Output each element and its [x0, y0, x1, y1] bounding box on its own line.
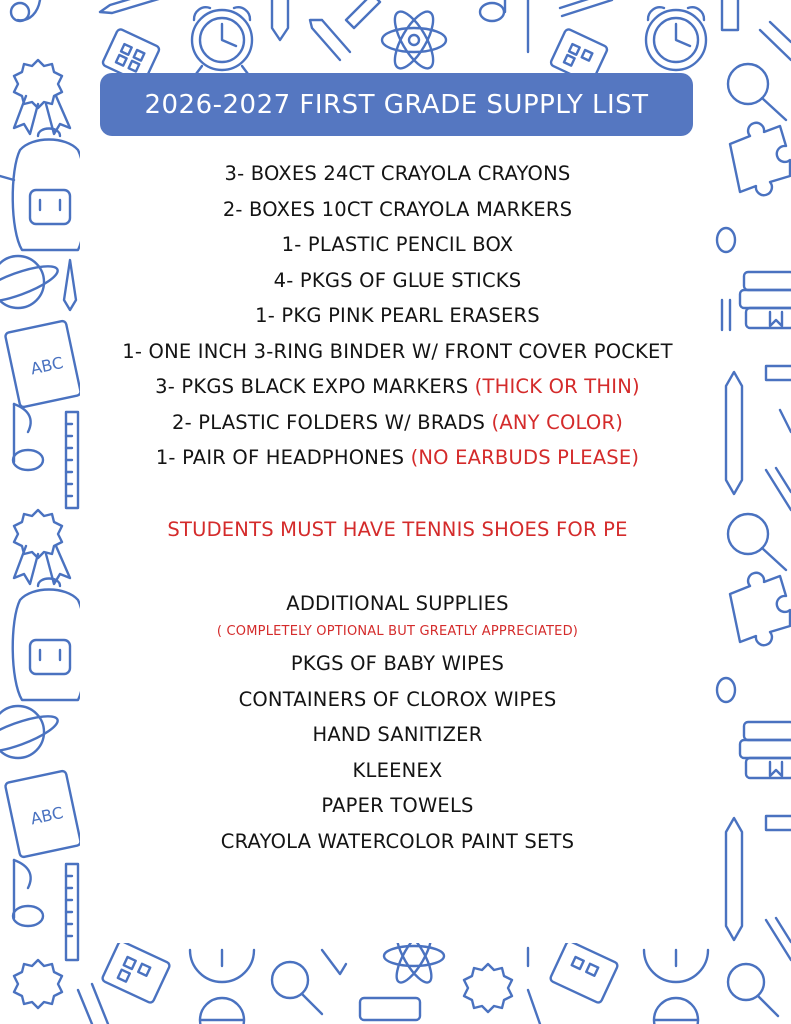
magnifier-icon	[272, 962, 322, 1014]
alarm-clock-icon	[192, 7, 252, 74]
award-ribbon-icon	[464, 964, 512, 1012]
list-item: CONTAINERS OF CLOROX WIPES	[238, 687, 557, 711]
ruler-icon	[766, 816, 791, 830]
item-text: 1- PLASTIC PENCIL BOX	[281, 233, 514, 256]
notice-text: STUDENTS MUST HAVE TENNIS SHOES FOR PE	[167, 517, 628, 541]
alarm-clock-icon	[646, 7, 706, 70]
atom-icon	[382, 6, 446, 73]
item-text: 1- ONE INCH 3-RING BINDER W/ FRONT COVER POCKET	[122, 339, 673, 363]
item-note: (NO EARBUDS PLEASE)	[410, 446, 640, 469]
pencil-icon	[560, 0, 612, 16]
ruler-icon	[66, 412, 78, 508]
item-text: 1- PAIR OF HEADPHONES	[155, 446, 411, 469]
svg-text:ABC: ABC	[28, 803, 65, 829]
list-item	[80, 369, 715, 405]
music-note-icon	[11, 0, 40, 21]
pencil-icon	[272, 0, 350, 60]
ruler-icon	[78, 984, 108, 1024]
ruler-icon	[766, 410, 791, 510]
additional-subheading: ( COMPLETELY OPTIONAL BUT GREATLY APPRECIATED)	[216, 624, 579, 639]
item-text: 3- BOXES 24CT CRAYOLA CRAYONS	[224, 162, 571, 185]
music-note-icon	[13, 860, 43, 926]
planet-icon	[0, 706, 61, 759]
list-item	[80, 405, 715, 441]
list-item: PKGS OF BABY WIPES	[290, 652, 505, 675]
globe-icon	[654, 998, 698, 1024]
spacer	[80, 476, 715, 512]
list-item	[80, 156, 715, 192]
ruler-icon	[528, 948, 540, 1024]
planet-icon	[0, 256, 61, 309]
ruler-icon	[766, 918, 791, 960]
music-note-icon	[480, 0, 528, 52]
pencil-icon	[360, 998, 420, 1020]
pencil-icon	[726, 818, 742, 940]
list-item: PAPER TOWELS	[321, 794, 474, 817]
pencil-icon	[64, 260, 76, 310]
backpack-icon	[13, 579, 86, 701]
item-text: 2- PLASTIC FOLDERS W/ BRADS	[172, 410, 492, 434]
item-text: 4- PKGS OF GLUE STICKS	[273, 268, 522, 292]
item-text: 3- PKGS BLACK EXPO MARKERS	[155, 375, 475, 398]
ring-icon	[717, 678, 735, 702]
music-note-icon	[13, 404, 43, 470]
magnifier-icon	[728, 514, 786, 570]
pencil-icon	[100, 0, 162, 13]
page-title: 2026-2027 FIRST GRADE SUPPLY LIST	[100, 73, 693, 136]
list-item	[80, 227, 715, 263]
list-item	[80, 263, 715, 299]
award-ribbon-icon	[14, 510, 70, 584]
item-note: (THICK OR THIN)	[474, 375, 640, 398]
ruler-icon	[346, 0, 380, 28]
ruler-icon	[722, 0, 791, 60]
books-icon	[740, 722, 791, 778]
svg-text:ABC: ABC	[28, 353, 65, 379]
globe-icon	[200, 998, 244, 1024]
list-item	[80, 298, 715, 334]
list-item: HAND SANITIZER	[312, 723, 483, 746]
list-item	[80, 334, 715, 370]
list-item: CRAYOLA WATERCOLOR PAINT SETS	[220, 829, 575, 853]
award-ribbon-icon	[14, 60, 70, 134]
magnifier-icon	[728, 964, 778, 1016]
pencil-icon	[726, 372, 742, 494]
alarm-clock-icon	[644, 950, 708, 982]
item-text: 2- BOXES 10CT CRAYOLA MARKERS	[222, 197, 573, 221]
ruler-icon	[766, 366, 791, 380]
calculator-icon	[101, 940, 170, 1004]
award-ribbon-icon	[14, 960, 62, 1008]
pencil-icon	[322, 950, 346, 974]
ring-icon	[717, 228, 735, 252]
list-item	[80, 192, 715, 228]
abc-book-icon	[5, 770, 81, 857]
list-item: KLEENEX	[352, 758, 443, 782]
item-text: 1- PKG PINK PEARL ERASERS	[255, 304, 540, 327]
magnifier-icon	[728, 64, 786, 120]
ruler-icon	[66, 864, 78, 960]
pencil-icon	[722, 300, 730, 330]
alarm-clock-icon	[190, 950, 254, 982]
backpack-icon	[0, 129, 86, 251]
supply-list	[80, 156, 715, 859]
list-item	[80, 440, 715, 476]
puzzle-icon	[730, 573, 790, 645]
item-note: (ANY COLOR)	[491, 410, 623, 434]
abc-book-icon	[5, 320, 81, 407]
puzzle-icon	[730, 123, 790, 195]
additional-heading: ADDITIONAL SUPPLIES	[286, 592, 509, 615]
spacer	[80, 547, 715, 583]
calculator-icon	[549, 940, 618, 1004]
books-icon	[740, 272, 791, 328]
